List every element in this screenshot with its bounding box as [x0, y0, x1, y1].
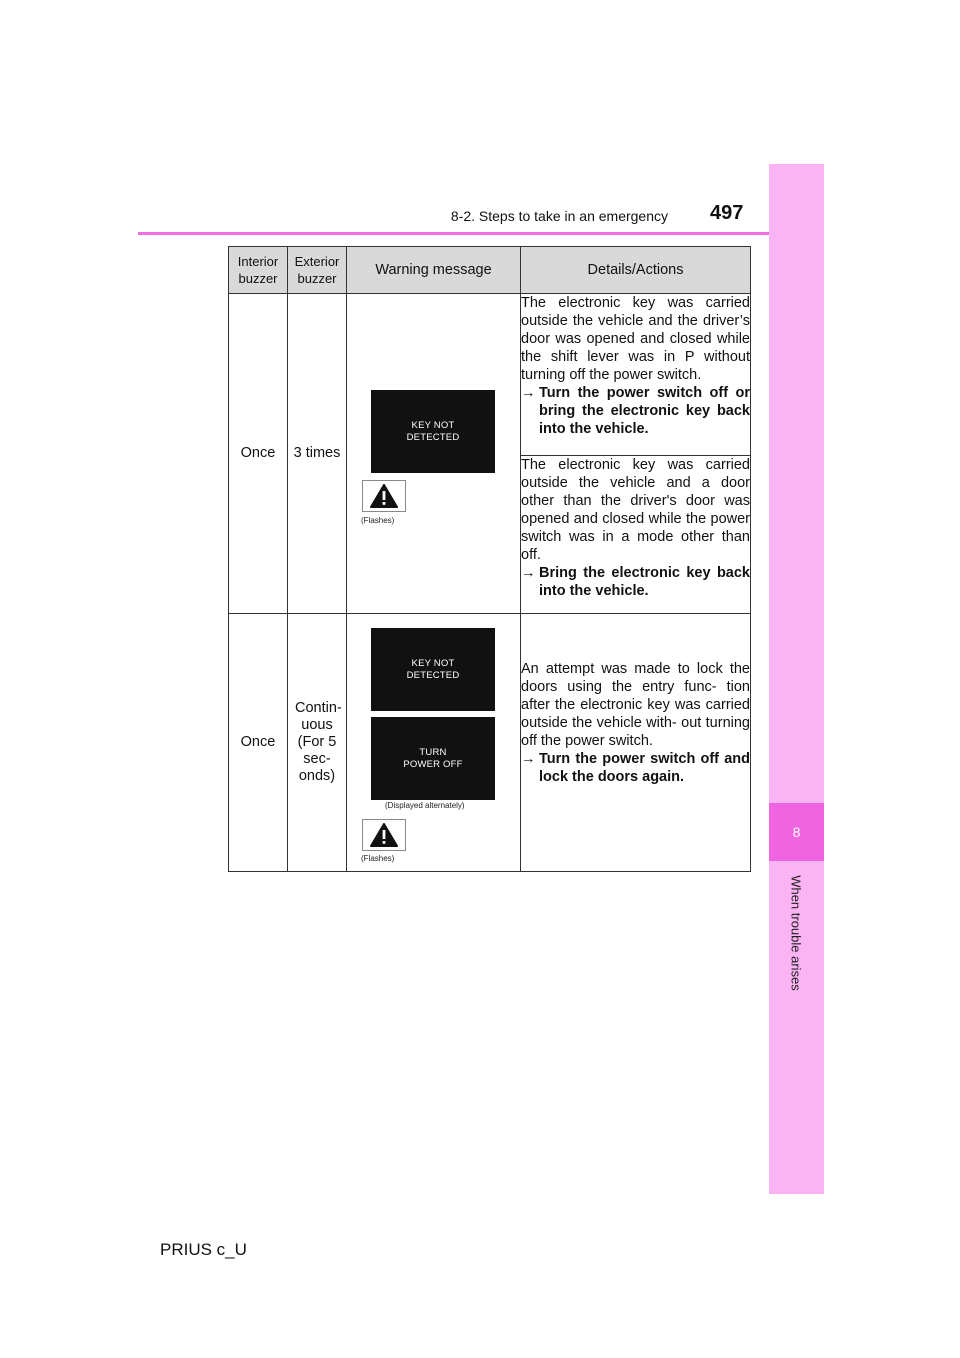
header-interior-buzzer: Interior buzzer [229, 247, 288, 294]
display-text: KEY NOT DETECTED [406, 657, 460, 681]
display-key-not-detected [371, 628, 495, 711]
detail-text: The electronic key was carried outside the vehicle and a door other than the driver's door was opened and closed while the power switch was in a mode other than off. [521, 457, 750, 563]
display-text: KEY NOT DETECTED [406, 419, 460, 443]
action-label: Bring the electronic key back into the vehicle. [539, 565, 750, 599]
header-rule [138, 232, 824, 235]
row1-details-a [521, 294, 751, 456]
action-label: Turn the power switch off or bring the electronic key back into the vehicle. [539, 385, 750, 437]
warning-table [228, 246, 751, 872]
action-text [521, 384, 750, 438]
row1-interior-buzzer: Once [229, 294, 288, 614]
display-key-not-detected [371, 390, 495, 473]
table-row [229, 614, 751, 872]
arrow-icon: → [521, 385, 536, 401]
action-text [521, 564, 750, 600]
display-text: TURN POWER OFF [403, 746, 463, 770]
warning-icon [362, 819, 406, 851]
row2-warning-message [347, 614, 521, 872]
display-turn-power-off [371, 717, 495, 800]
chapter-side-tab [769, 164, 824, 1194]
table-row [229, 294, 751, 456]
detail-text: The electronic key was carried outside the vehicle and the driver’s door was opened and closed while the shift lever was in P without turning off the power switch. [521, 295, 750, 383]
icon-caption: (Flashes) [361, 516, 395, 525]
screens-caption: (Displayed alternately) [385, 801, 465, 810]
arrow-icon: → [521, 750, 536, 767]
row2-details [521, 614, 751, 872]
row2-exterior-buzzer [288, 614, 347, 872]
exterior-buzzer-text: Contin- uous (For 5 sec- onds) [295, 700, 342, 784]
header-exterior-buzzer: Exterior buzzer [288, 247, 347, 294]
detail-text: An attempt was made to lock the doors using the entry func- tion after the electronic key was carried outside the vehicle with- out turning off the power switch. [521, 660, 750, 749]
table-header-row [229, 247, 751, 294]
row1-details-b [521, 456, 751, 614]
warning-triangle-icon [370, 823, 398, 847]
page-number: 497 [710, 202, 744, 224]
arrow-icon: → [521, 565, 536, 581]
warning-icon [362, 480, 406, 512]
model-footer: PRIUS c_U [160, 1240, 247, 1259]
chapter-label: When trouble arises [788, 875, 804, 991]
warning-triangle-icon [370, 484, 398, 508]
icon-caption: (Flashes) [361, 854, 395, 863]
chapter-number-tab: 8 [769, 803, 824, 861]
row1-warning-message [347, 294, 521, 614]
row1-exterior-buzzer: 3 times [288, 294, 347, 614]
action-label: Turn the power switch off and lock the doors again. [539, 750, 750, 785]
action-text [521, 750, 750, 786]
header-warning-message: Warning message [347, 247, 521, 294]
row2-interior-buzzer: Once [229, 614, 288, 872]
section-title: 8-2. Steps to take in an emergency [450, 208, 668, 224]
header-details-actions: Details/Actions [521, 247, 751, 294]
